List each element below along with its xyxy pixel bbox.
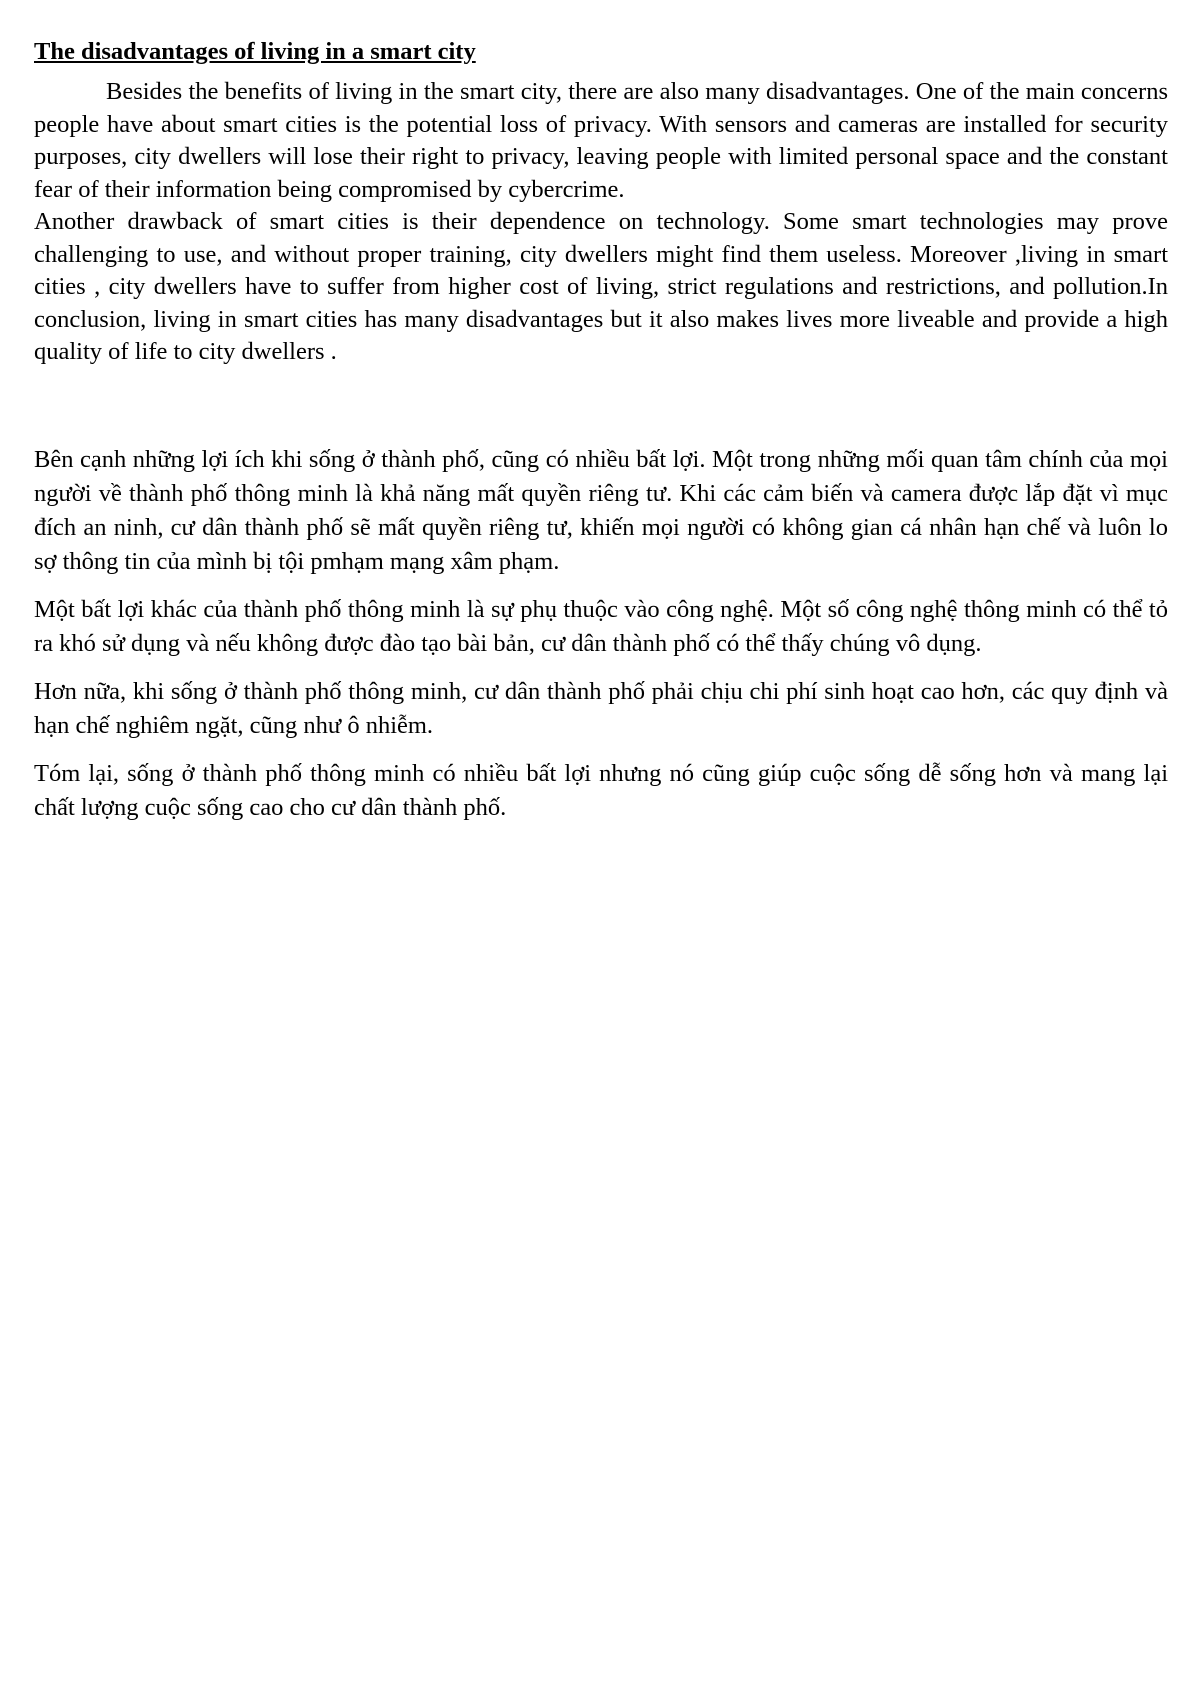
vietnamese-paragraph-4: Tóm lại, sống ở thành phố thông minh có nhiều bất lợi nhưng nó cũng giúp cuộc sống dễ sống hơn và mang lại chất lượng cuộc sống cao cho cư dân thành phố. (34, 759, 1168, 821)
vietnamese-section (34, 443, 1168, 825)
english-paragraph-2: Another drawback of smart cities is their dependence on technology. Some smart technologies may prove challenging to use, and without proper training, city dwellers might find them useless. Moreover ,living in smart cities , city dwellers have to suffer from higher cost of living, strict regulations and restrictions, and pollution.In conclusion, living in smart cities has many disadvantages but it also makes lives more liveable and provide a high quality of life to city dwellers . (34, 208, 1168, 365)
vietnamese-paragraph-1: Bên cạnh những lợi ích khi sống ở thành phố, cũng có nhiều bất lợi. Một trong những mối quan tâm chính của mọi người về thành phố thông minh là khả năng mất quyền riêng tư. Khi các cảm biến và camera được lắp đặt vì mục đích an ninh, cư dân thành phố sẽ mất quyền riêng tư, khiến mọi người có không gian cá nhân hạn chế và luôn lo sợ thông tin của mình bị tội pmhạm mạng xâm phạm. (34, 445, 1168, 575)
document-title: The disadvantages of living in a smart city (34, 38, 476, 65)
document-page (34, 36, 1168, 839)
english-paragraph-1: Besides the benefits of living in the smart city, there are also many disadvantages. One of the main concerns people have about smart cities is the potential loss of privacy. With sensors and cameras are installed for security purposes, city dwellers will lose their right to privacy, leaving people with limited personal space and the constant fear of their information being compromised by cybercrime. (34, 78, 1168, 203)
english-section (34, 76, 1168, 369)
vietnamese-paragraph-2: Một bất lợi khác của thành phố thông minh là sự phụ thuộc vào công nghệ. Một số công nghệ thông minh có thể tỏ ra khó sử dụng và nếu không được đào tạo bài bản, cư dân thành phố có thể thấy chúng vô dụng. (34, 595, 1168, 657)
vietnamese-paragraph-3: Hơn nữa, khi sống ở thành phố thông minh, cư dân thành phố phải chịu chi phí sinh hoạt cao hơn, các quy định và hạn chế nghiêm ngặt, cũng như ô nhiễm. (34, 677, 1168, 739)
